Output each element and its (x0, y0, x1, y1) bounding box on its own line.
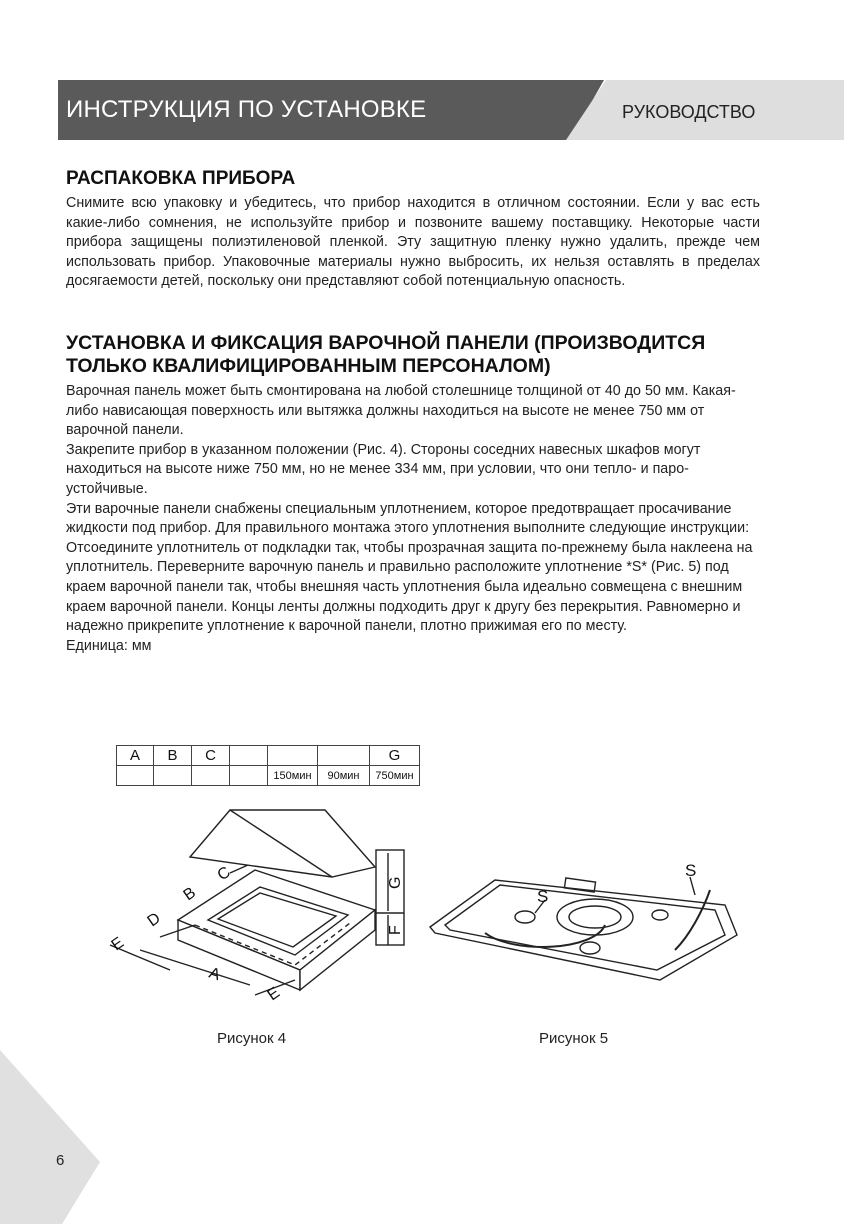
table-cell: A (117, 746, 154, 766)
table-cell (318, 746, 370, 766)
installation-paragraph: Варочная панель может быть смонтирована на любой столешнице толщиной от 40 до 50 мм. Какая-либо нависающая поверхность или вытяжка должны находиться на высоте не менее 750 мм от варочной панели. (66, 383, 736, 439)
table-cell (230, 766, 268, 786)
table-header-row (117, 746, 420, 766)
table-cell: B (154, 746, 192, 766)
label-s: S (537, 887, 549, 906)
figure-4-caption: Рисунок 4 (217, 1030, 287, 1047)
table-cell (192, 766, 230, 786)
unpacking-heading: РАСПАКОВКА ПРИБОРА (66, 168, 296, 189)
table-cell (117, 766, 154, 786)
table-cell: 90мин (318, 766, 370, 786)
figure-5-diagram (425, 855, 745, 985)
table-cell (230, 746, 268, 766)
label-c: C (214, 863, 234, 885)
label-d: D (144, 909, 164, 931)
installation-paragraph: Закрепите прибор в указанном положении (Рис. 4). Стороны соседних навесных шкафов могут находиться на высоте ниже 750 мм, но не менее 334 мм, при условии, что они тепло- и паро-устойчивые. (66, 441, 701, 497)
figure-5-caption: Рисунок 5 (539, 1030, 609, 1047)
installation-heading: УСТАНОВКА И ФИКСАЦИЯ ВАРОЧНОЙ ПАНЕЛИ (ПРОИЗВОДИТСЯ ТОЛЬКО КВАЛИФИЦИРОВАННЫМ ПЕРСОНАЛОМ) (66, 332, 706, 377)
table-cell (154, 766, 192, 786)
installation-paragraph: Отсоедините уплотнитель от подкладки так, чтобы прозрачная защита по-прежнему была наклеена на уплотнитель. Переверните варочную панель и правильно расположите уплотнение *S* (Рис. 5) под краем варочной панели так, чтобы внешняя часть уплотнения была идеально совмещена с внешним краем варочной панели. Концы ленты должны подходить друг к другу без перекрытия. Равномерно и надежно прикрепите уплотнение к варочной панели, плотно прижимая его по месту. (66, 539, 753, 635)
installation-paragraph: Эти варочные панели снабжены специальным уплотнением, которое предотвращает просачивание жидкости под прибор. Для правильного монтажа этого уплотнения выполните следующие инструкции: (66, 500, 750, 537)
table-cell: 150мин (268, 766, 318, 786)
label-f: F (387, 925, 404, 935)
unit-note: Единица: мм (66, 637, 152, 654)
unpacking-section (66, 168, 760, 292)
dimensions-table (116, 745, 420, 786)
table-value-row (117, 766, 420, 786)
unpacking-text: Снимите всю упаковку и убедитесь, что прибор находится в отличном состоянии. Если у вас есть какие-либо сомнения, не используйте прибор и позвоните вашему поставщику. Некоторые части прибора защищены полиэтиленовой пленкой. Эту защитную пленку нужно удалить, прежде чем использовать прибор. Упаковочные материалы нужно выбросить, их нельзя оставлять в пределах досягаемости детей, поскольку они представляют собой потенциальную опасность. (66, 195, 760, 290)
label-b: B (180, 884, 200, 905)
table-cell: C (192, 746, 230, 766)
page-corner-shape (0, 1050, 110, 1224)
header-title: ИНСТРУКЦИЯ ПО УСТАНОВКЕ (66, 96, 427, 123)
installation-section (66, 332, 760, 656)
figure-4-diagram (100, 805, 430, 1005)
label-s: S (685, 861, 697, 880)
label-g: G (387, 876, 404, 889)
page-number: 6 (56, 1152, 65, 1169)
table-cell: 750мин (370, 766, 420, 786)
label-e: E (108, 934, 128, 955)
table-cell: G (370, 746, 420, 766)
table-cell (268, 746, 318, 766)
label-e: E (264, 984, 284, 1005)
label-a: A (206, 964, 223, 985)
header-section-label: РУКОВОДСТВО (622, 102, 756, 122)
